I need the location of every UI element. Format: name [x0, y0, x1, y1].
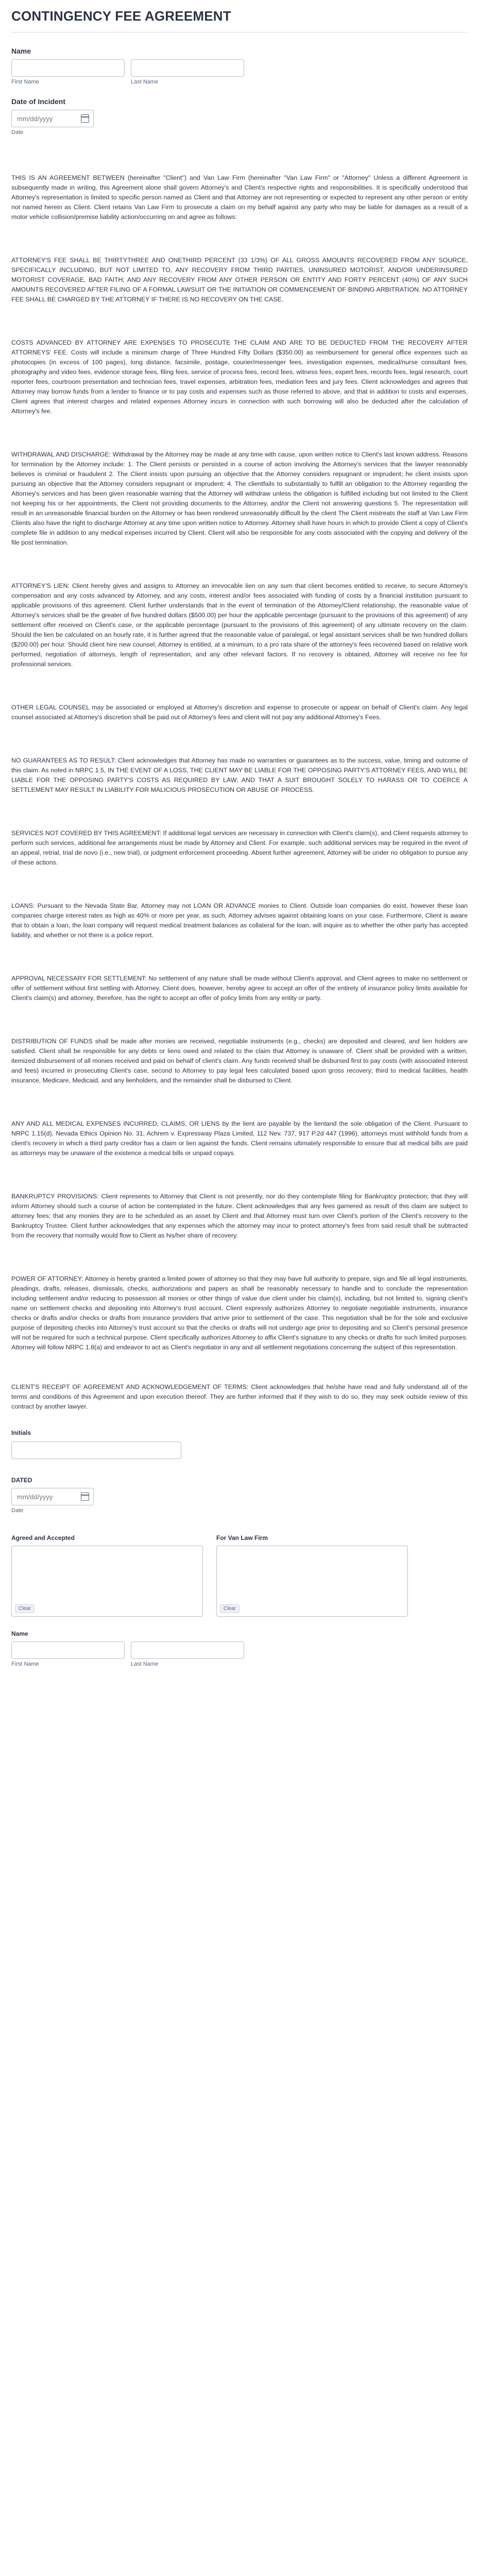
costs-clause: COSTS ADVANCED BY ATTORNEY ARE EXPENSES TO PROSECUTE THE CLAIM AND ARE TO BE DEDUCTED FROM THE RECOVERY AFTER ATTORNEYS' FEE. Costs will include a minimum charge of Three Hundred Fifty Dollars ($350.00) as reimbursement for general office expenses such as photocopies (in excess of 100 pages), long distance, facsimile, postage, courier/messenger fees, investigation expenses, medical/nurse consultant fees, photography and video fees, evidence storage fees, filing fees, service of process fees, record fees, witness fees, expert fees, records fees, legal research, court reporter fees, courtroom presentation and technician fees, travel expenses, arbitration fees, mediation fees and jury fees. Client acknowledges and agrees that Attorney may borrow funds from a lender to finance or to pay costs and expenses such as those referred to above, and that in addition to costs and expenses, Client agrees that interest charges and related expenses Attorney incurs in connection with such borrowing will also be deducted after the calculation of Attorney's fee. [11, 339, 468, 415]
first-name-input[interactable] [11, 59, 125, 77]
calendar-icon[interactable] [81, 114, 89, 123]
name-field [0, 32, 479, 85]
print-first-name-input[interactable] [11, 1641, 125, 1659]
last-name-input[interactable] [131, 59, 244, 77]
firm-signature-label: For Van Law Firm [216, 1534, 268, 1541]
attorney-fee-clause: ATTORNEY'S FEE SHALL BE THIRTYTHREE AND ONETHIRD PERCENT (33 1/3%) OF ALL GROSS AMOUNTS RECOVERED FROM ANY SOURCE, SPECIFICALLY INCLUDING, BUT NOT LIMITED TO, ANY RECOVERY FROM THIRD PARTIES, UNINSURED MOTORIST, AND/OR UNDERINSURED MOTORIST COVERAGE, BAD FAITH; AND ANY RECOVERY FROM ANY OTHER PERSON OR ENTITY AND FORTY PERCENT (40%) OF ANY SUCH AMOUNTS RECOVERED AFTER FILING OF A FORMAL LAWSUIT OR THE INITIATION OR COMMENCEMENT OF BINDING ARBITRATION. NO ATTORNEY FEE SHALL BE CHARGED BY THE ATTORNEY IF THERE IS NO RECOVERY ON THE CASE. [11, 257, 468, 303]
form-title: CONTINGENCY FEE AGREEMENT [11, 8, 231, 24]
dated-field [0, 1459, 479, 1514]
dated-sublabel: Date [11, 1507, 24, 1514]
print-name-field [0, 1617, 479, 1667]
power-of-attorney-clause: POWER OF ATTORNEY: Attorney is hereby granted a limited power of attorney so that they may have full authority to prepare, sign and file all legal instruments, pleadings, drafts, releases, dismissals, checks, authorizations and papers as shall be reasonably necessary to handle and to conclude the representation including settlement and/or reducing to possession all monies or other things of value due client under his claim(s), including, but not limited to, signing client's name on settlement checks and depositing into Attorney's trust account. Client expressly authorizes Attorney to negotiate negotiable instruments, insurance checks or drafts and/or checks or drafts from insurance providers that arrive prior to settlement of the case. This negotiation shall be for the sole and exclusive purpose of depositing checks into Attorney's trust account so that the checks or drafts will not undergo age prior to depositing and so Client's personal presence will not be required for such a technical purpose. Client specifically authorizes Attorney to affix Client's signature to any checks or drafts for such limited purposes. Attorney will follow NRPC 1.8(a) and endeavor to act as Client's negotiator in any and all settlement negotiations concerning the subject of this representation. [11, 1275, 468, 1351]
services-not-covered-clause: SERVICES NOT COVERED BY THIS AGREEMENT: If additional legal services are necessary in connection with Client's claim(s), and Client requests attorney to perform such services, additional fee arrangements must be made by Attorney and Client. For example, such additional services may be required in the event of an appeal, retrial, trial de novo (i.e., new trial), or judgment enforcement proceeding. Absent further agreement, Attorney will be under no obligation to pursue any of these actions. [11, 829, 468, 866]
print-last-name-input[interactable] [131, 1641, 244, 1659]
date-of-incident-text[interactable] [16, 114, 75, 123]
print-first-name-sublabel: First Name [11, 1661, 39, 1667]
client-signature-field [11, 1534, 203, 1617]
dated-label: DATED [11, 1477, 32, 1484]
last-name-sublabel: Last Name [131, 79, 159, 85]
date-sublabel: Date [11, 129, 24, 135]
initials-label: Initials [11, 1429, 31, 1436]
date-of-incident-input[interactable] [11, 110, 94, 127]
loans-clause: LOANS: Pursuant to the Nevada State Bar, Attorney may not LOAN OR ADVANCE monies to Client. Outside loan companies do exist, however these loan companies charge interest rates as high as 40% or more per year, as such, Attorney advises against obtaining loans on your case. Furthermore, Client is aware that to obtain a loan, the loan company will request medical treatment balances as collateral for the loan, will inquire as to whether the other party has accepted liability, and whether or not there is a police report. [11, 902, 468, 939]
dated-text[interactable] [16, 1493, 75, 1501]
no-guarantees-clause: NO GUARANTEES AS TO RESULT: Client acknowledges that Attorney has made no warranties or guarantees as to the success, value, timing and outcome of this claim. As noted in NRPC 1.5, IN THE EVENT OF A LOSS, THE CLIENT MAY BE LIABLE FOR THE OPPOSING PARTY'S ATTORNEY FEES, AND WILL BE LIABLE FOR THE OPPOSING PARTY'S COSTS AS REQUIRED BY LAW; AND THAT A SUIT BROUGHT SOLELY TO HARASS OR TO COERCE A SETTLEMENT MAY RESULT IN LIABILITY FOR MALICIOUS PROSECUTION OR ABUSE OF PROCESS. [11, 757, 468, 793]
bankruptcy-clause: BANKRUPTCY PROVISIONS: Client represents to Attorney that Client is not presently, nor do they contemplate filing for Bankruptcy protection; that they will inform Attorney should such a course of action be contemplated in the future. Client acknowledges that any fees garnered as result of this claim are subject to attorney fees; that any monies they are to be scheduled as an asset by Client and that Attorney must turn over Client's portion of the Client's recovery to the Bankruptcy Trustee. Client further acknowledges that any expenses which the attorney may incur to protect attorney's fees from said result shall be subtracted from the recovery that normally would flow to Client as his/her share of recovery. [11, 1193, 468, 1239]
attorney-lien-clause: ATTORNEY'S LIEN: Client hereby gives and assigns to Attorney an irrevocable lien on any sum that client becomes entitled to receive, to secure Attorney's compensation and any costs advanced by Attorney, and any costs, interest and/or fees associated with funding of costs by a financial institution pursuant to applicable provisions of this agreement. Client further understands that in the event of termination of the Attorney/Client relationship, the reasonable value of Attorney's services shall be the greater of five hundred dollars ($500.00) per hour the applicable percentage (pursuant to the provisions of this agreement) of any settlement offer received on Client's case, or the applicable percentage (pursuant to the provisions of this agreement) of any ultimate recovery on the claim. Should the lien be calculated on an hourly rate, it is further agreed that the reasonable value of paralegal, or legal assistant services shall be two hundred dollars ($200.00) per hour. Should client hire new counsel, Attorney is entitled, at a minimum, to a pro rata share of the attorney's fees recovered based on relative work performed, negotiation of attorneys, length of representation, and any other relevant factors. If no recovery is obtained, Attorney will receive no fee for professional services. [11, 582, 468, 668]
client-signature-pad[interactable] [11, 1546, 203, 1617]
medical-expenses-clause: ANY AND ALL MEDICAL EXPENSES INCURRED, CLAIMS, OR LIENS by the lient are payable by the lientand the sole obligation of the Client. Pursuant to NRPC 1.15(d), Nevada Ethics Opinion No. 31, Achrem v. Expressway Plaza Limited, 112 Nev. 737, 917 P.2d 447 (1996), attorneys must withhold funds from a client's recovery in which a third party creditor has a claim or lien against the funds. Client remains ultimately responsible to ensure that all medical bills are paid as attorneys may be unaware of the existence a medical bills or unpaid copays. [11, 1120, 468, 1157]
print-last-name-sublabel: Last Name [131, 1661, 159, 1667]
client-signature-label: Agreed and Accepted [11, 1534, 75, 1541]
firm-signature-field [216, 1534, 408, 1617]
withdrawal-clause: WITHDRAWAL AND DISCHARGE: Withdrawal by the Attorney may be made at any time with cause, upon written notice to Client's last known address. Reasons for termination by the Attorney include: 1. The Client persists or persisted in a course of action involving the Attorney's services that the lawyer reasonably believes is criminal or fraudulent 2. The Client insists upon pursuing an objective that the Attorney considers repugnant or imprudent; he client insists upon pursuing an objective that the Attorney considers repugnant or imprudent; 4. The clientfails to substantially to fulfill an obligation to the Attorney regarding the Attorney's services and has been given reasonable warning that the Attorney will withdraw unless the obligation is fulfilled including but not limited to the Client not keeping his or her appointments, the Client not providing documents to the Attorney, and/or the Client not answering questions 5. The representation will result in an unreasonable financial burden on the Attorney or has been rendered unreasonably difficult by the client The Client mistreats the staff at Van Law Firm Clients also have the right to discharge Attorney at any time upon written notice to Attorney. Attorney shall have hours in which to provide Client a copy of Client's complete file in addition to any medical expenses incurred by Client. Client will also be responsible for any costs associated with the copying and delivery of the file post termination. [11, 451, 468, 546]
settlement-approval-clause: APPROVAL NECESSARY FOR SETTLEMENT: No settlement of any nature shall be made without Client's approval, and Client agrees to make no settlement or offer of settlement without first settling with Attorney. Client does, however, hereby agree to accept an offer of the entirety of insurance policy limits available for Client's claim(s) and attorney, therefore, has the right to accept an offer of policy limits from any entity or party. [11, 975, 468, 1002]
name-label: Name [11, 47, 31, 55]
initials-input[interactable] [11, 1442, 181, 1459]
date-of-incident-field [0, 85, 479, 135]
receipt-clause: CLIENT'S RECEIPT OF AGREEMENT AND ACKNOWLEDGEMENT OF TERMS: Client acknowledges that he/she have read and fully understand all of the terms and conditions of this Agreement and upon execution thereof. They are further informed that if they wish to do so, they may seek outside review of this contract by another lawyer. [11, 1383, 468, 1410]
calendar-icon[interactable] [81, 1493, 89, 1501]
agreement-intro: THIS IS AN AGREEMENT BETWEEN (hereinafter "Client") and Van Law Firm (hereinafter "Van Law Firm" or "Attorney" Unless a different Agreement is subsequently made in writing, this Agreement alone shall govern Attorney's and Client's respective rights and responsibilities. It is specifically understood that Attorney's representation is limited to specific person named as Client and that Attorney are not representing or expected to represent any other person or entity not named herein as Client. Client retains Van Law Firm to prosecute a claim on my behalf against any party who may be liable for damages as a result of a motor vehicle collision/premise liability action/occurring on and agree as follows: [11, 174, 468, 221]
distribution-clause: DISTRIBUTION OF FUNDS shall be made after monies are received, negotiable instruments (e.g., checks) are deposited and cleared, and lien holders are satisfied. Client shall be responsible for any debts or liens owed and related to the claim that Attorney is unaware of. Client shall be provided with a written, itemized disbursement of all monies received and paid on behalf of client's claim. Any funds received shall be disbursed first to pay costs (with associated interest and fees) incurred in prosecuting Client's case, second to Attorney to pay legal fees calculated based upon gross recovery; third to medical facilities, health insurance, Medicare, Medicaid, and any lienholders, and the remainder shall be disbursed to Client. [11, 1038, 468, 1084]
signature-row [0, 1534, 479, 1617]
clear-firm-signature-button[interactable]: Clear [220, 1604, 239, 1613]
dated-input[interactable] [11, 1488, 94, 1505]
first-name-sublabel: First Name [11, 79, 39, 85]
other-counsel-clause: OTHER LEGAL COUNSEL may be associated or employed at Attorney's discretion and expense to prosecute or appear on behalf of Client's claim. Any legal counsel associated at Attorney's discretion shall be paid out of Attorney's fees and client will not pay any additional Attorney's Fees. [11, 704, 468, 721]
print-name-label: Name [11, 1630, 28, 1637]
firm-signature-pad[interactable] [216, 1546, 408, 1617]
form-header [0, 0, 479, 32]
date-of-incident-label: Date of Incident [11, 97, 66, 106]
clear-client-signature-button[interactable]: Clear [15, 1604, 35, 1613]
